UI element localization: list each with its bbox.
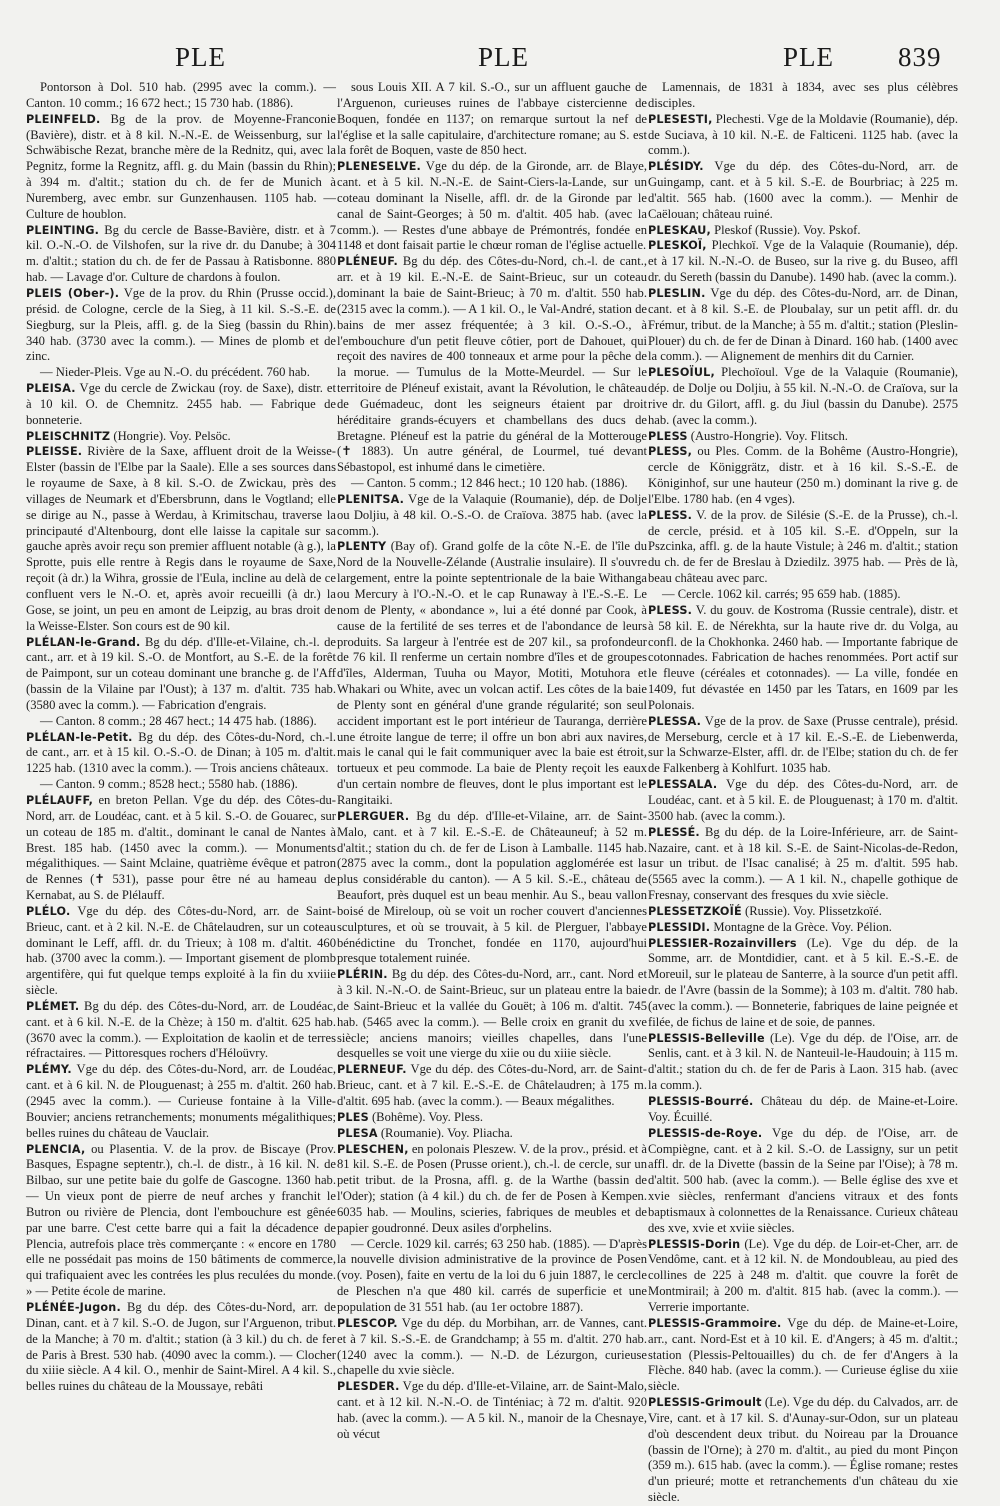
entry-headword: PLESKOÏ, [648, 239, 707, 253]
column-1 [26, 80, 336, 1395]
dictionary-entry [26, 365, 336, 381]
entry-text: Plechoïoul. Vge de la Valaquie (Roumanie), dép. de Dolje ou Doljiu, à 55 kil. N.-N.-O. de Craïova, sur la rive dr. du Gilort, affl. g. du Jiul (bassin du Danube). 2575 hab. (avec la comm.). [648, 365, 958, 427]
entry-text: — Nieder-Pleis. Vge au N.-O. du précédent. 760 hab. [40, 365, 310, 380]
entry-headword: PLENITSA. [337, 492, 405, 506]
entry-text: — Cercle. 1029 kil. carrés; 63 250 hab. (1885). — D'après la nouvelle division administrative de la province de Posen (voy. Posen), faite en vertu de la loi du 6 juin 1887, le cercle de Pleschen n'a que 480 kil. carrés de superficie et une population de 31 551 hab. (au 1er octobre 1887). [337, 1236, 647, 1314]
entry-headword: PLESESTI, [648, 112, 713, 126]
entry-text: Vge du dép. de Maine-et-Loire, arr., cant. Nord-Est et à 10 kil. E. d'Angers; à 45 m. d'altit.; station (Plessis-Peltouailles) du ch. de fer d'Angers à la Flèche. 840 hab. (avec la comm.). — Curieuse église du xiie siècle. [648, 1315, 958, 1394]
dictionary-entry [337, 1142, 647, 1237]
entry-headword: PLESSETZKOÏÉ [648, 904, 742, 918]
entry-text: ou Ples. Comm. de la Bohême (Austro-Hongrie), cercle de Königgrätz, distr. et à 16 kil. S.-S.-E. de Königinhof, sur une hauteur (250 m.) dominant la rive g. de l'Elbe. 1780 hab. (en 4 vges). [648, 444, 958, 506]
entry-headword: PLESS [648, 429, 688, 443]
entry-text: (Bohême). Voy. Pless. [371, 1109, 483, 1124]
running-head-left: PLE [175, 42, 227, 72]
entry-text: Pontorson à Dol. 510 hab. (2995 avec la comm.). — Canton. 10 comm.; 16 672 hect.; 15 730 hab. (1886). [26, 80, 336, 110]
entry-text: Bg du dép. des Côtes-du-Nord, arr. de Loudéac, cant. et à 6 kil. N.-E. de la Chèze; à 150 m. d'altit. 625 hab. (3670 avec la comm.). — Exploitation de kaolin et de terres réfractaires. — Pittoresques rochers d'Héloüvry. [26, 998, 336, 1061]
entry-headword: PLÉRIN. [337, 968, 388, 982]
entry-headword: PLESS. [648, 603, 693, 617]
entry-text: Vge du dép. des Côtes-du-Nord, arr. de Dinan, cant. et à 8 kil. S.-E. de Ploubalay, sur un petit affl. dr. du Frémur, tribut. de la Manche; à 55 m. d'altit.; station (Pleslin-Plouer) du ch. de fer de Dinan à Dinard. 160 hab. (1400 avec la comm.). — Alignement de menhirs dit du Carnier. [648, 285, 958, 364]
entry-text: Vge du dép. d'Ille-et-Vilaine, arr. de Saint-Malo, cant. et à 12 kil. N.-N.-O. de Tinténiac; à 72 m. d'altit. 920 hab. (avec la comm.). — A 5 kil. N., manoir de la Chesnaye, où vécut [337, 1379, 647, 1441]
dictionary-entry [337, 254, 647, 476]
entry-headword: PLESDER. [337, 1380, 400, 1394]
dictionary-entry [337, 1110, 647, 1126]
entry-headword: PLEINFELD. [26, 112, 101, 126]
entry-text: — Canton. 5 comm.; 12 846 hect.; 10 120 hab. (1886). [351, 476, 628, 491]
dictionary-entry [337, 539, 647, 808]
dictionary-entry [648, 159, 958, 222]
entry-headword: PLESLIN. [648, 286, 706, 300]
entry-text: Bg du dép. des Côtes-du-Nord, arr., cant. Nord et à 3 kil. N.-N.-O. de Saint-Brieuc, sur un plateau entre la baie de Saint-Brieuc et la vallée du Gouët; à 106 m. d'altit. 745 hab. (5465 avec la comm.). — Belle croix en granit du xve siècle; anciens manoirs; vieilles chapelles, dans l'une desquelles se voit une vierge du xiie ou du xiiie siècle. [337, 967, 647, 1061]
entry-text: — Canton. 9 comm.; 8528 hect.; 5580 hab. (1886). [40, 777, 298, 792]
entry-headword: PLESSIDI. [648, 920, 711, 934]
dictionary-entry [648, 429, 958, 445]
dictionary-entry [26, 80, 336, 112]
entry-text: Vge du dép. des Côtes-du-Nord, arr. de Loudéac, cant. et à 5 kil. E. de Plouguenast; à 170 m. d'altit. 3500 hab. (avec la comm.). [648, 777, 959, 823]
dictionary-entry [648, 1237, 958, 1316]
entry-headword: PLÉNEUF. [337, 255, 398, 269]
dictionary-entry [337, 159, 647, 254]
entry-headword: PLESCHEN, [337, 1142, 409, 1156]
entry-headword: PLERGUER. [337, 809, 410, 823]
entry-headword: PLÉMY. [26, 1063, 72, 1077]
entry-headword: PLESSIS-Dorin [648, 1237, 741, 1251]
dictionary-entry [648, 825, 958, 904]
entry-headword: PLERNEUF. [337, 1063, 407, 1077]
entry-headword: PLEIS (Ober-). [26, 286, 120, 300]
entry-text: Vge du dép. des Côtes-du-Nord, arr. de Saint-Brieuc, cant. et à 7 kil. E.-S.-E. de Châtelaudren; à 175 m. d'altit. 695 hab. (avec la comm.). — Beaux mégalithes. [337, 1062, 647, 1108]
dictionary-entry [648, 112, 958, 160]
dictionary-entry [26, 904, 336, 999]
entry-text: (Le). Vge du dép. de Loir-et-Cher, arr. de Vendôme, cant. et à 12 kil. N. de Mondoubleau, au pied des collines de 225 à 248 m. d'altit. que couvre la forêt de Montmirail; à 200 m. d'altit. 815 hab. (avec la comm.). — Verrerie importante. [648, 1236, 958, 1314]
entry-text: Bg du cercle de Basse-Bavière, distr. et à 7 kil. O.-N.-O. de Vilshofen, sur la rive dr. du Danube; à 304 m. d'altit.; station du ch. de fer de Passau à Ratisbonne. 880 hab. — Lavage d'or. Culture de chardons à foulon. [26, 222, 336, 285]
entry-text: Bg du dép. des Côtes-du-Nord, ch.-l. de cant., arr. et à 19 kil. E.-N.-E. de Saint-Brieuc, sur un coteau dominant la baie de Saint-Brieuc; à 70 m. d'altit. 550 hab. (2315 avec la comm.). — A 1 kil. O., le Val-André, station de bains de mer assez fréquentée; à 3 kil. O.-S.-O., à l'embouchure d'un petit fleuve côtier, port de Dahouet, qui reçoit des navires de 400 tonneaux et arme pour la pêche de la morue. — Tumulus de la Motte-Meurdel. — Sur le territoire de Pléneuf existait, avant la Révolution, le château de Guémadeuc, dont les seigneurs étaient par droit héréditaire grands-écuyers et chambellans des ducs de Bretagne. Pléneuf est la patrie du général de la Motterouge (✝ 1883). Un autre général, de Lourmel, tué devant Sébastopol, est inhumé dans le cimetière. [337, 254, 647, 475]
entry-headword: PLÉMET. [26, 999, 80, 1013]
entry-headword: PLESSIS-de-Roye. [648, 1126, 763, 1140]
entry-text: Vge du dép. de l'Oise, arr. de Compiègne, cant. et à 2 kil. S.-O. de Lassigny, sur un petit affl. dr. de la Divette (bassin de la Seine par l'Oise); à 78 m. d'altit. 500 hab. (avec la comm.). — Belle église des xve et xvie siècles, renfermant d'anciens vitraux et des fonts baptismaux à colonnettes de la Renaissance. Curieux château des xve, xvie et xviie siècles. [648, 1125, 958, 1235]
entry-headword: PLES [337, 1110, 369, 1124]
dictionary-entry [26, 793, 336, 904]
entry-headword: PLESSIS-Belleville [648, 1031, 765, 1045]
dictionary-entry [648, 714, 958, 777]
dictionary-entry [26, 286, 336, 365]
entry-headword: PLÉLAN-le-Grand. [26, 635, 141, 649]
dictionary-entry [648, 365, 958, 428]
entry-text: Bg de la prov. de Moyenne-Franconie (Bavière), distr. et à 8 kil. N.-N.-E. de Weissenburg, sur la Schwäbische Rezat, branche mère de la Rednitz, qui, avec la Pegnitz, forme la Regnitz, affl. g. du Main (bassin du Rhin); à 394 m. d'altit.; station du ch. de fer de Munich à Nuremberg, avec embr. sur Gunzenhausen. 1105 hab. — Culture de houblon. [26, 111, 336, 221]
column-2 [337, 80, 647, 1443]
entry-text: Bg du dép. d'Ille-et-Vilaine, ch.-l. de cant., arr. et à 19 kil. S.-O. de Montfort, au S.-E. de la forêt de Paimpont, sur un coteau dominant une branche g. de l'Aff (bassin de la Vilaine par l'Oust); à 137 m. d'altit. 735 hab. (3580 avec la comm.). — Fabrication d'engrais. [26, 634, 336, 712]
entry-text: Vge du dép. de la Gironde, arr. de Blaye, cant. et à 5 kil. N.-N.-E. de Saint-Ciers-la-Lande, sur un coteau dominant la Niselle, affl. dr. de la Gironde par le canal de Saint-Georges; à 50 m. d'altit. 405 hab. (avec la comm.). — Restes d'une abbaye de Prémontrés, fondée en 1148 et dont faisait partie le chœur roman de l'église actuelle. [337, 159, 647, 253]
dictionary-entry [648, 444, 958, 507]
entry-text: V. du gouv. de Kostroma (Russie centrale), distr. et à 58 kil. E. de Nérekhta, sur la haute rive dr. du Volga, au confl. de la Chokhonka. 2460 hab. — Importante fabrique de cotonnades. Fabrication de haches renommées. Port actif sur le fleuve (céréales et cotonnades). — La ville, fondée en 1409, fut dévastée en 1450 par les Tatars, en 1609 par les Polonais. [648, 602, 959, 712]
dictionary-entry [26, 381, 336, 429]
dictionary-entry [648, 80, 958, 112]
dictionary-entry [26, 730, 336, 778]
entry-headword: PLÉNÉE-Jugon. [26, 1300, 121, 1314]
dictionary-entry [648, 920, 958, 936]
dictionary-entry [337, 809, 647, 967]
entry-text: (Le). Vge du dép. du Calvados, arr. de Vire, cant. et à 17 kil. S. d'Aunay-sur-Odon, sur un plateau d'où descendent deux tribut. du Noireau par la Drouance (bassin de l'Orne); à 270 m. d'altit., au pied du mont Pinçon (359 m.). 615 hab. (avec la comm.). — Église romane; restes d'un prieuré; motte et retranchements d'un château du xie siècle. [648, 1395, 959, 1505]
entry-text: Vge du dép. du Morbihan, arr. de Vannes, cant. et à 7 kil. S.-S.-E. de Grandchamp; à 55 m. d'altit. 270 hab. (1240 avec la comm.). — N.-D. de Lézurgon, curieuse chapelle du xvie siècle. [337, 1315, 647, 1378]
entry-text: Vge du dép. des Côtes-du-Nord, arr. de Loudéac, cant. et à 6 kil. N. de Plouguenast; à 255 m. d'altit. 260 hab. (2945 avec la comm.). — Curieuse fontaine à la Ville-Bouvier; anciens retranchements; monuments mégalithiques; belles ruines du château de Vauclair. [26, 1062, 336, 1140]
entry-headword: PLÉLAN-le-Petit. [26, 730, 133, 744]
entry-text: (Le). Vge du dép. de l'Oise, arr. de Senlis, cant. et à 3 kil. N. de Nanteuil-le-Haudouin; à 115 m. d'altit.; station du ch. de fer de Paris à Laon. 315 hab. (avec la comm.). [648, 1030, 958, 1093]
dictionary-entry [648, 238, 958, 286]
entry-headword: PLESKAU, [648, 223, 711, 237]
entry-text: Château du dép. de Maine-et-Loire. Voy. Écuillé. [648, 1094, 958, 1124]
running-head-center: PLE [478, 42, 530, 72]
entry-text: Plechesti. Vge de la Moldavie (Roumanie), dép. de Suciava, à 10 kil. N.-E. de Falticeni. 1125 hab. (avec la comm.). [648, 111, 958, 158]
dictionary-entry [337, 967, 647, 1062]
entry-text: (Le). Vge du dép. de la Somme, arr. de Montdidier, cant. et à 5 kil. E.-S.-E. de Moreuil, sur le plateau de Santerre, à la source d'un petit affl. dr. de l'Avre (bassin de la Somme); à 103 m. d'altit. 780 hab. (avec la comm.). — Bonneterie, fabriques de laine peignée et filée, de fichus de laine et de soie, de pannes. [648, 935, 958, 1029]
entry-text: (Hongrie). Voy. Pelsöc. [113, 428, 231, 443]
entry-headword: PLÉLAUFF, [26, 793, 94, 807]
entry-text: Plechkoï. Vge de la Valaquie (Roumanie), dép. et à 17 kil. N.-N.-O. de Buseo, sur la rive g. du Buseo, affl dr. du Sereth (bassin du Danube). 1490 hab. (avec la comm.). [648, 238, 958, 285]
dictionary-entry [337, 1379, 647, 1442]
dictionary-entry [648, 936, 958, 1031]
dictionary-entry [26, 714, 336, 730]
dictionary-entry [648, 777, 958, 825]
entry-headword: PLENESELVE. [337, 160, 422, 174]
dictionary-entry [648, 904, 958, 920]
dictionary-entry [26, 1062, 336, 1141]
entry-text: — Canton. 8 comm.; 28 467 hect.; 14 475 hab. (1886). [40, 713, 317, 728]
entry-text: — Cercle. 1062 kil. carrés; 95 659 hab. (1885). [662, 587, 901, 601]
entry-text: Vge du dép. des Côtes-du-Nord, arr. de Guingamp, cant. et à 5 kil. S.-E. de Bourbriac; à 225 m. d'altit. 565 hab. (1600 avec la comm.). — Menhir de Caëlouan; château ruiné. [648, 159, 958, 221]
entry-text: Vge de la prov. de Saxe (Prusse centrale), présid. de Merseburg, cercle et à 17 kil. E.-S.-E. de Liebenwerda, sur la Schwarze-Elster, affl. dr. de l'Elbe; station du ch. de fer de Falkenberg à Kohlfurt. 1035 hab. [648, 713, 959, 776]
entry-headword: PLEISCHNITZ [26, 429, 111, 443]
entry-headword: PLESA [337, 1126, 378, 1140]
dictionary-entry [648, 603, 958, 714]
entry-headword: PLENCIA, [26, 1142, 86, 1156]
entry-headword: PLESS. [648, 508, 693, 522]
dictionary-entry [337, 476, 647, 492]
entry-headword: PLESSA. [648, 714, 702, 728]
dictionary-entry [648, 1316, 958, 1395]
entry-text: (Bay of). Grand golfe de la côte N.-E. de l'île du Nord de la Nouvelle-Zélande (Australie insulaire). Il s'ouvre largement, entre la pointe septentrionale de la baie Withanga ou Mercury à l'O.-N.-O. et le cap Runaway à l'E.-S.-E. Le nom de Plenty, « abondance », lui a été donné par Cook, à cause de la fertilité de ses terres et de l'abondance de leurs produits. Sa largeur à l'entrée est de 207 kil., sa profondeur de 76 kil. Il renferme un certain nombre d'îles et de groupes d'îles, Alderman, Tuuha ou Mayor, Motiti, Motuhora et Whakari ou White, avec un volcan actif. Les côtes de la baie de Plenty sont en général d'une grande régularité; son seul accident important est le port intérieur de Tauranga, derrière une étroite langue de terre; il offre un bon abri aux navires, mais le canal qui le fait communiquer avec la baie est étroit, tortueux et peu commode. La baie de Plenty reçoit les eaux d'un certain nombre de fleuves, dont le plus important est le Rangitaiki. [337, 539, 647, 807]
dictionary-entry [337, 1126, 647, 1142]
entry-text: Pleskof (Russie). Voy. Pskof. [714, 222, 861, 237]
dictionary-entry [337, 1062, 647, 1110]
entry-text: en breton Pellan. Vge du dép. des Côtes-du-Nord, arr. de Loudéac, cant. et à 5 kil. S.-O. de Gouarec, sur un coteau de 185 m. d'altit., dominant le canal de Nantes à Brest. 185 hab. (1450 avec la comm.). — Monuments mégalithiques. — Saint Mclaine, quatrième évêque et patron de Rennes (✝ 531), passe pour être né au hameau de Kernabat, au S. de Plélauff. [26, 792, 336, 903]
dictionary-entry [648, 508, 958, 587]
entry-text: Rivière de la Saxe, affluent droit de la Weisse-Elster (bassin de l'Elbe par la Saale). Elle a ses sources dans le royaume de Saxe, à 8 kil. S.-O. de Zwickau, près des villages de Neumark et d'Ebersbrunn, dans le Vogtland; elle se dirige au N., passe à Werdau, à Krimitschau, traverse la principauté d'Altenbourg, dont elle laisse la capitale sur sa gauche après avoir reçu son premier affluent notable (à g.), la Sprotte, puis elle rentre à Regis dans le royaume de Saxe, reçoit (à dr.) la Wihra, grossie de l'Eula, incline au delà de ce confluent vers le N.-O. et, après avoir recueilli (à dr.) la Gose, se joint, un peu en amont de Leipzig, au bras droit de la Weisse-Elster. Son cours est de 90 kil. [26, 444, 336, 633]
entry-headword: PLEISA. [26, 382, 76, 396]
column-3 [648, 80, 958, 1506]
entry-text: Bg du dép. des Côtes-du-Nord, arr. de Dinan, cant. et à 7 kil. S.-O. de Jugon, sur l'Arguenon, tribut. de la Manche; à 70 m. d'altit.; station (à 3 kil.) du ch. de fer de Paris à Brest. 530 hab. (4090 avec la comm.). — Clocher du xiiie siècle. A 4 kil. O., menhir de Saint-Mirel. A 4 kil. S., belles ruines du château de la Moussaye, rebâti [26, 1299, 336, 1394]
entry-headword: PLESSIER-Rozainvillers [648, 936, 797, 950]
entry-headword: PLESSIS-Bourré. [648, 1095, 754, 1108]
entry-text: Vge de la Valaquie (Roumanie), dép. de Dolje ou Doljiu, à 48 kil. O.-S.-O. de Craïova. 3875 hab. (avec la comm.). [337, 491, 648, 538]
dictionary-entry [648, 587, 958, 603]
entry-headword: PLÉSIDY. [648, 160, 704, 174]
entry-headword: PLESS, [648, 445, 693, 459]
page-number: 839 [898, 42, 942, 72]
entry-text: Montagne de la Grèce. Voy. Pélion. [713, 919, 892, 934]
entry-headword: PLESSIS-Grammoire. [648, 1316, 782, 1330]
entry-text: (Roumanie). Voy. Pliacha. [380, 1125, 513, 1140]
entry-text: (Russie). Voy. Plissetzkoïé. [745, 903, 882, 918]
entry-text: ou Plasentia. V. de la prov. de Biscaye (Prov. Basques, Espagne septentr.), ch.-l. de distr., à 16 kil. N. de Bilbao, sur une petite baie du golfe de Gascogne. 1360 hab. — Un vieux pont de pierre de neuf arches y franchit le Butron ou rivière de Plencia, dont l'embouchure est gênée par une barre. C'est cette barre qui a fait la décadence de Plencia, autrefois place très commerçante : « encore en 1780 elle ne possédait pas moins de 150 bâtiments de commerce, qui trafiquaient avec les contrées les plus reculées du monde. » — Petite école de marine. [26, 1141, 337, 1299]
dictionary-entry [337, 1237, 647, 1316]
entry-headword: PLÉLO. [26, 904, 71, 918]
dictionary-entry [26, 112, 336, 223]
entry-headword: PLESSÉ. [648, 825, 700, 839]
entry-text: Vge de la prov. du Rhin (Prusse occid.), présid. de Cologne, cercle de la Sieg, à 11 kil. S.-S.-E. de Siegburg, sur la Pleis, affl. g. de la Sieg (bassin du Rhin). 340 hab. (3730 avec la comm.). — Mines de plomb et de zinc. [26, 285, 337, 364]
entry-text: sous Louis XII. A 7 kil. S.-O., sur un affluent gauche de l'Arguenon, curieuses ruines de l'abbaye cistercienne de Boquen, fondée en 1137; on remarque surtout la nef de l'église et la salle capitulaire, d'architecture romane; au S. est la forêt de Boquen, vaste de 850 hect. [337, 80, 647, 158]
dictionary-entry [337, 1316, 647, 1379]
entry-text: Bg du dép. d'Ille-et-Vilaine, arr. de Saint-Malo, cant. et à 7 kil. E.-S.-E. de Châteauneuf; à 52 m. d'altit.; station du ch. de fer de Lison à Lamballe. 1145 hab. (2875 avec la comm., dont la population agglomérée est la plus considérable du canton). — A 5 kil. S.-E., château de Beaufort, près duquel est un beau menhir. Au S., beau vallon boisé de Mireloup, où se voit un rocher couvert d'anciennes sculptures, et où se trouvait, à 5 kil. de Plerguer, l'abbaye bénédictine du Tronchet, fondée en 1170, aujourd'hui presque totalement ruinée. [337, 808, 647, 966]
entry-headword: PLEISSE. [26, 445, 83, 459]
dictionary-entry [26, 999, 336, 1062]
entry-text: en polonais Pleszew. V. de la prov., présid. et à 81 kil. S.-E. de Posen (Prusse orient.), ch.-l. de cercle, sur un petit tribut. de la Prosna, affl. g. de la Warthe (bassin de l'Oder); station (à 4 kil.) du ch. de fer de Posen à Kempen. 6035 hab. — Moulins, scieries, fabriques de meubles et de papier goudronné. Deux asiles d'orphelins. [337, 1141, 648, 1235]
entry-text: Bg du dép. de la Loire-Inférieure, arr. de Saint-Nazaire, cant. et à 18 kil. S.-E. de Saint-Nicolas-de-Redon, sur un tribut. de l'Isac canalisé; à 25 m. d'altit. 595 hab. (5565 avec la comm.). — A 1 kil. N., chapelle gothique de Fresnay, conservant des fresques du xvie siècle. [648, 824, 959, 903]
entry-text: Vge du dép. des Côtes-du-Nord, arr. de Saint-Brieuc, cant. et à 2 kil. N.-E. de Châtelaudren, sur un coteau dominant le Leff, affl. dr. du Trieux; à 108 m. d'altit. 460 hab. (3700 avec la comm.). — Important gisement de plomb argentifère, qui fut quelque temps exploité à la fin du xviiie siècle. [26, 903, 336, 998]
dictionary-entry [26, 1142, 336, 1300]
dictionary-entry [26, 1300, 336, 1395]
dictionary-entry [648, 1031, 958, 1094]
entry-headword: PLESCOP. [337, 1316, 398, 1330]
dictionary-entry [648, 223, 958, 239]
dictionary-entry [26, 444, 336, 634]
dictionary-entry [26, 429, 336, 445]
entry-text: Bg du dép. des Côtes-du-Nord, ch.-l. de cant., arr. et à 15 kil. O.-S.-O. de Dinan; à 105 m. d'altit. 1225 hab. (1310 avec la comm.). — Trois anciens châteaux. [26, 729, 336, 776]
dictionary-entry [337, 492, 647, 540]
entry-text: Vge du cercle de Zwickau (roy. de Saxe), distr. et à 10 kil. O. de Chemnitz. 2455 hab. — Fabrique de bonneterie. [26, 381, 336, 427]
dictionary-entry [648, 1094, 958, 1126]
dictionary-entry [648, 286, 958, 365]
entry-headword: PLESSALA. [648, 778, 718, 792]
dictionary-entry [648, 1395, 958, 1506]
entry-headword: PLENTY [337, 540, 387, 554]
entry-text: Lamennais, de 1831 à 1834, avec ses plus célèbres disciples. [648, 80, 958, 110]
dictionary-entry [26, 223, 336, 286]
entry-headword: PLEINTING. [26, 223, 100, 237]
entry-headword: PLESSIS-Grimoult [648, 1396, 762, 1410]
entry-text: (Austro-Hongrie). Voy. Flitsch. [690, 428, 848, 443]
dictionary-entry [26, 777, 336, 793]
dictionary-entry [648, 1126, 958, 1237]
dictionary-entry [337, 80, 647, 159]
dictionary-entry [26, 635, 336, 714]
running-head-right: PLE [783, 42, 835, 72]
entry-text: V. de la prov. de Silésie (S.-E. de la Prusse), ch.-l. de cercle, présid. et à 105 kil. S.-E. d'Oppeln, sur la Pszcinka, affl. g. de la haute Vistule; à 246 m. d'altit.; station du ch. de fer de Breslau à Dziedilz. 3975 hab. — Près de là, beau château avec parc. [648, 507, 958, 586]
entry-headword: PLESOÏUL, [648, 366, 715, 380]
